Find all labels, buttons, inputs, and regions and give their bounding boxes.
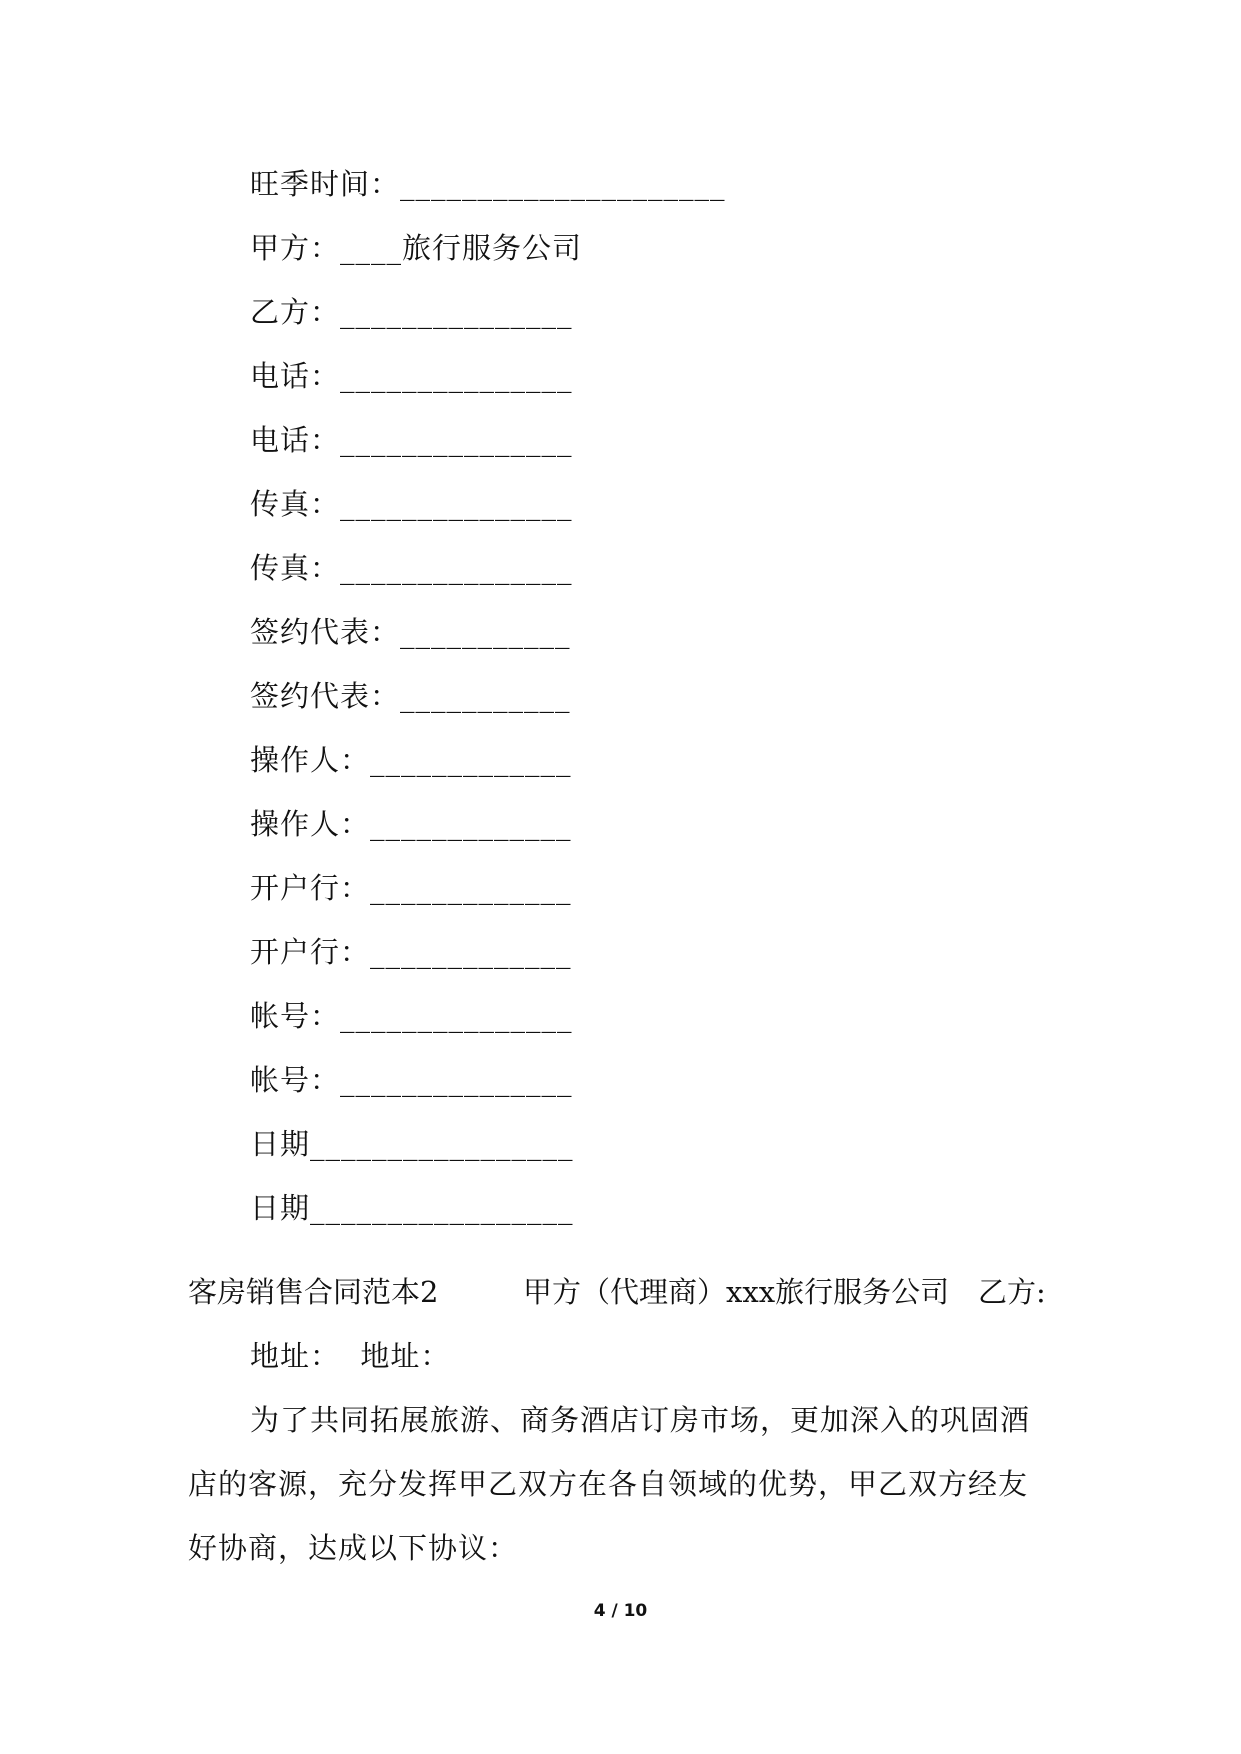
contract-title: 客房销售合同范本2	[188, 1275, 439, 1309]
field-peak-season: 旺季时间：_____________________	[250, 167, 726, 201]
field-operator-b: 操作人：_____________	[250, 807, 572, 841]
field-signatory-b: 签约代表：___________	[250, 679, 571, 713]
field-signatory-a: 签约代表：___________	[250, 615, 571, 649]
field-bank-a: 开户行：_____________	[250, 871, 572, 905]
field-date-a: 日期_________________	[250, 1127, 574, 1161]
body-paragraph-line-2: 店的客源，充分发挥甲乙双方在各自领域的优势，甲乙双方经友	[188, 1467, 1029, 1501]
address-line: 地址： 地址：	[250, 1339, 451, 1373]
field-bank-b: 开户行：_____________	[250, 935, 572, 969]
page-number: 4 / 10	[593, 1601, 648, 1621]
field-account-b: 帐号：_______________	[250, 1063, 573, 1097]
body-paragraph-line-1: 为了共同拓展旅游、商务酒店订房市场，更加深入的巩固酒	[250, 1403, 1031, 1437]
field-party-a: 甲方：____旅行服务公司	[250, 231, 583, 265]
field-fax-a: 传真：_______________	[250, 487, 573, 521]
heading-party-a: 甲方（代理商）xxx旅行服务公司	[523, 1275, 950, 1309]
field-phone-a: 电话：_______________	[250, 359, 573, 393]
field-date-b: 日期_________________	[250, 1191, 574, 1225]
field-phone-b: 电话：_______________	[250, 423, 573, 457]
field-party-b: 乙方：_______________	[250, 295, 573, 329]
contract-heading	[188, 1272, 1050, 1312]
field-fax-b: 传真：_______________	[250, 551, 573, 585]
field-operator-a: 操作人：_____________	[250, 743, 572, 777]
field-account-a: 帐号：_______________	[250, 999, 573, 1033]
body-paragraph-line-3: 好协商，达成以下协议：	[188, 1531, 519, 1565]
heading-party-b: 乙方:	[978, 1275, 1046, 1309]
